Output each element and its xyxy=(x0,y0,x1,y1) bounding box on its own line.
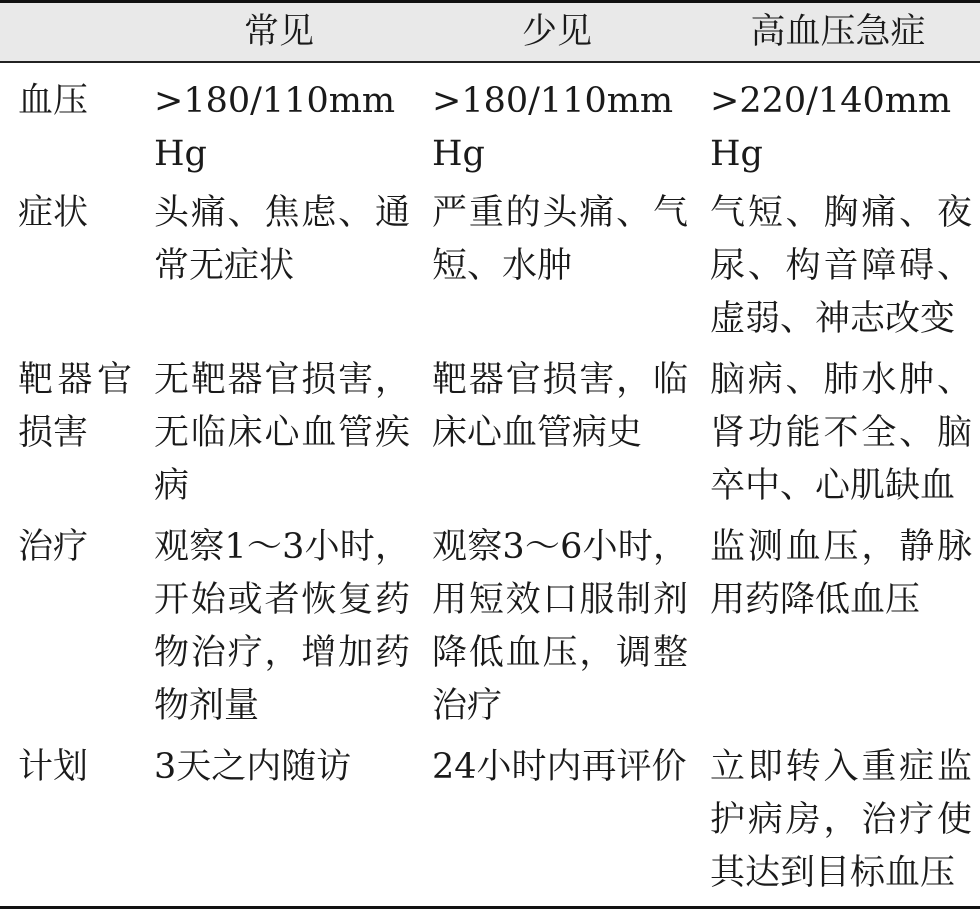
table-body xyxy=(0,62,980,908)
row-label: 靶器官损害 xyxy=(18,360,132,453)
table-cell: 脑病、肺水肿、肾功能不全、脑卒中、心肌缺血 xyxy=(710,360,972,506)
table-row-target-organ-damage xyxy=(0,346,980,513)
row-label: 血压 xyxy=(18,81,89,121)
table-cell: 头痛、焦虑、通常无症状 xyxy=(154,193,410,286)
table-header xyxy=(0,2,980,63)
header-cell-rare: 少见 xyxy=(521,11,592,52)
header-row xyxy=(0,2,980,63)
table-cell: 监测血压，静脉用药降低血压 xyxy=(710,527,972,620)
table-row-blood-pressure xyxy=(0,62,980,181)
table-cell: 观察3～6小时，用短效口服制剂降低血压，调整治疗 xyxy=(432,527,688,726)
table-row-plan xyxy=(0,733,980,908)
table-cell: 观察1～3小时，开始或者恢复药物治疗，增加药物剂量 xyxy=(154,527,410,726)
row-label: 计划 xyxy=(18,747,89,787)
table-cell: >180/110mmHg xyxy=(432,81,674,174)
table-cell: 立即转入重症监护病房，治疗使其达到目标血压 xyxy=(710,747,972,893)
table-cell: 24小时内再评价 xyxy=(432,747,687,787)
table-cell: 严重的头痛、气短、水肿 xyxy=(432,193,688,286)
table-cell: 气短、胸痛、夜尿、构音障碍、虚弱、神志改变 xyxy=(710,193,972,339)
table-cell: >180/110mmHg xyxy=(154,81,396,174)
header-cell-emergency: 高血压急症 xyxy=(750,11,926,52)
row-label: 症状 xyxy=(18,193,89,233)
table-cell: >220/140mmHg xyxy=(710,81,952,174)
table-row-symptoms xyxy=(0,181,980,346)
table-cell: 无靶器官损害，无临床心血管疾病 xyxy=(154,360,410,506)
header-cell-blank xyxy=(0,2,140,63)
header-cell-common: 常见 xyxy=(243,11,314,52)
table-row-treatment xyxy=(0,513,980,733)
table-cell: 靶器官损害，临床心血管病史 xyxy=(432,360,688,453)
table-cell: 3天之内随访 xyxy=(154,747,352,787)
row-label: 治疗 xyxy=(18,527,89,567)
